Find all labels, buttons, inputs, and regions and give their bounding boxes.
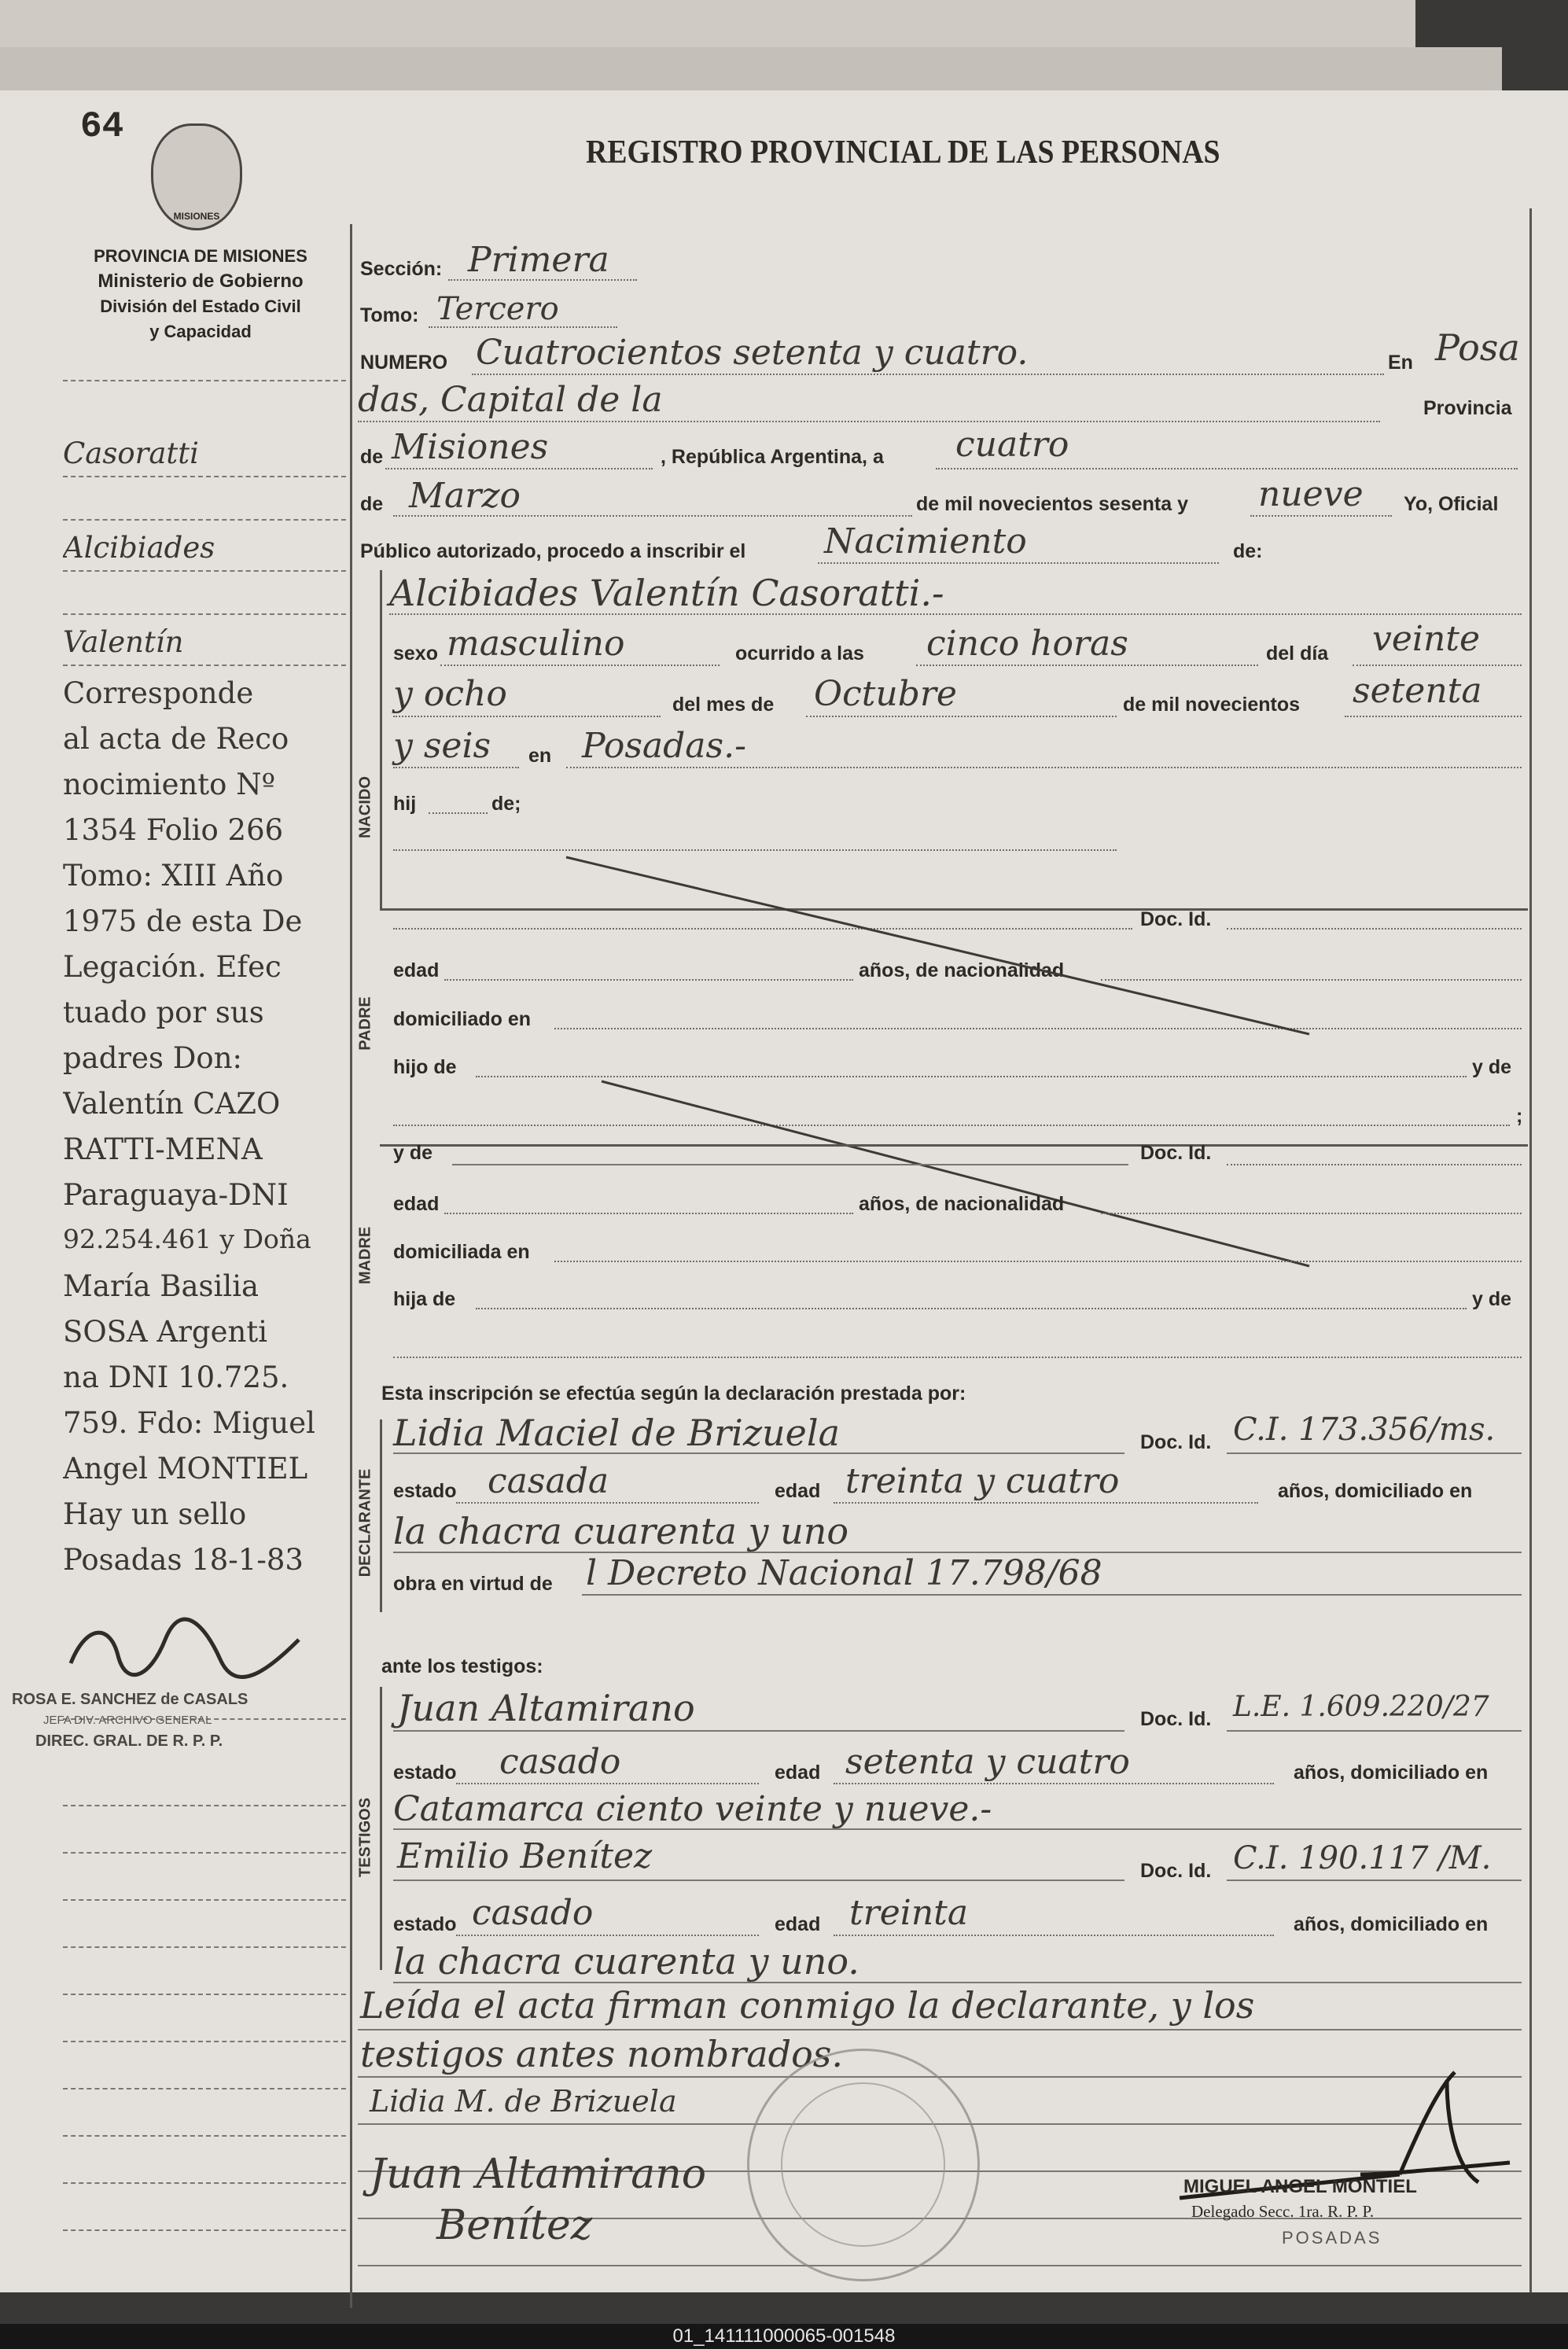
document-page: [0, 90, 1568, 2292]
declarante-docid-line: [1227, 1452, 1522, 1454]
month-value: Marzo: [409, 476, 521, 516]
document-title: REGISTRO PROVINCIAL DE LAS PERSONAS: [586, 134, 1220, 171]
madre-top-rule: [380, 1144, 1528, 1147]
padre-domicilio-label: domiciliado en: [393, 1008, 532, 1030]
margin-stamp-line3: DIREC. GRAL. DE R. P. P.: [35, 1732, 223, 1750]
padre-semicolon: ;: [1516, 1105, 1523, 1127]
margin-line: al acta de Reco: [63, 722, 289, 756]
margin-line: 1354 Folio 266: [63, 813, 284, 847]
padre-docid-top-label: Doc. Id.: [1140, 908, 1212, 930]
declarante-estado-label: estado: [393, 1480, 457, 1502]
margin-stamp-name: ROSA E. SANCHEZ de CASALS: [12, 1691, 248, 1708]
testigo2-domicilio: la chacra cuarenta y uno.: [393, 1940, 859, 1983]
declarante-estado-line: [456, 1502, 759, 1504]
testigo1-edad: setenta y cuatro: [845, 1742, 1130, 1782]
margin-line: 1975 de esta De: [63, 904, 303, 938]
testigo2-estado-line: [456, 1935, 759, 1936]
madre-name-line: [452, 1164, 1128, 1165]
madre-edad-label: edad: [393, 1193, 440, 1215]
de-label: de: [360, 446, 384, 468]
margin-line: Casoratti: [63, 436, 199, 470]
madre-hija-label: hija de: [393, 1288, 456, 1310]
official-place: POSADAS: [1282, 2228, 1382, 2248]
header-division: División del Estado Civil: [100, 296, 301, 316]
testigo2-nombre-line: [393, 1880, 1124, 1881]
signature-testigo1: Juan Altamirano: [370, 2151, 707, 2198]
header-capacity: y Capacidad: [149, 322, 252, 341]
declarante-anios-label: años, domiciliado en: [1278, 1480, 1473, 1502]
testigo1-estado-label: estado: [393, 1762, 457, 1784]
testigo2-nombre: Emilio Benítez: [397, 1836, 653, 1876]
madre-section-label: MADRE: [356, 1226, 374, 1285]
margin-line: Paraguaya-DNI: [63, 1178, 289, 1212]
city-value: das, Capital de la: [358, 380, 663, 420]
testigo1-estado: casado: [499, 1742, 621, 1782]
mil-label: de mil novecientos sesenta y: [916, 493, 1188, 515]
delmes-label: del mes de: [672, 694, 775, 716]
madre-docid-line: [1227, 1164, 1522, 1165]
testigo1-domicilio: Catamarca ciento veinte y nueve.-: [393, 1789, 992, 1829]
year-value: nueve: [1258, 474, 1364, 514]
declarante-edad-label: edad: [775, 1480, 821, 1502]
testigos-bracket: [380, 1687, 382, 1970]
testigo2-edad-label: edad: [775, 1913, 821, 1935]
madre-anios-label: años, de nacionalidad: [859, 1193, 1065, 1215]
province-value: Misiones: [392, 427, 549, 467]
testigo2-anios-label: años, domiciliado en: [1294, 1913, 1489, 1935]
dia-value: veinte: [1372, 619, 1481, 659]
seal-inner-ring: [781, 2082, 945, 2247]
margin-line: María Basilia: [63, 1269, 259, 1303]
declarante-estado-value: casada: [488, 1461, 609, 1501]
header-province: PROVINCIA DE MISIONES: [94, 246, 307, 266]
margin-stamp-line2: JEFA DIV. ARCHIVO GENERAL: [43, 1714, 212, 1727]
de3-label: de:: [1233, 540, 1263, 562]
testigos-intro: ante los testigos:: [381, 1655, 543, 1677]
day-value: cuatro: [955, 425, 1069, 465]
official-name: MIGUEL ANGEL MONTIEL: [1183, 2176, 1417, 2197]
madre-strike: [602, 1081, 1309, 1266]
page-number: 64: [80, 106, 124, 147]
declarante-obra-line: [582, 1594, 1522, 1596]
declaracion-intro: Esta inscripción se efectúa según la declaración prestada por:: [381, 1383, 966, 1405]
oficial-label: Yo, Oficial: [1404, 493, 1499, 515]
hora-value: cinco horas: [926, 624, 1128, 664]
testigo2-estado: casado: [472, 1893, 594, 1933]
testigo1-docid-line: [1227, 1730, 1522, 1732]
padre-yde-label: y de: [1472, 1056, 1512, 1078]
seal-text: MISIONES: [173, 211, 220, 222]
margin-line: Legación. Efec: [63, 950, 282, 984]
testigo1-edad-label: edad: [775, 1762, 821, 1784]
signature-declarante: Lidia M. de Brizuela: [370, 2084, 677, 2119]
nacido-section-label: NACIDO: [356, 776, 374, 838]
padre-anios-label: años, de nacionalidad: [859, 959, 1065, 981]
lugar-value: Posadas.-: [582, 726, 746, 766]
padre-edad-label: edad: [393, 959, 440, 981]
declarante-domicilio-value: la chacra cuarenta y uno: [393, 1510, 849, 1552]
sexo-label: sexo: [393, 642, 438, 665]
publico-label: Público autorizado, procedo a inscribir el: [360, 540, 746, 562]
margin-line: Valentín CAZO: [63, 1087, 281, 1121]
sexo-value: masculino: [447, 624, 625, 664]
testigo2-domicilio-line: [393, 1982, 1522, 1983]
tomo-value: Tercero: [436, 291, 559, 327]
madre-hija-line: [476, 1308, 1467, 1309]
testigo1-anios-label: años, domiciliado en: [1294, 1762, 1489, 1784]
madre-yde2-label: y de: [1472, 1288, 1512, 1310]
provincia-label: Provincia: [1423, 397, 1512, 419]
declarante-nombre-line: [393, 1452, 1124, 1454]
declarante-bracket: [380, 1419, 382, 1612]
republica-label: , República Argentina, a: [661, 446, 884, 468]
background-sheet: [0, 0, 1415, 47]
testigos-section-label: TESTIGOS: [356, 1797, 374, 1878]
testigo1-domicilio-line: [393, 1828, 1522, 1830]
declarante-obra-value: l Decreto Nacional 17.798/68: [586, 1553, 1102, 1593]
margin-line: Alcibiades: [63, 531, 215, 565]
numero-value: Cuatrocientos setenta y cuatro.: [476, 333, 1029, 373]
closing-line1-rule: [358, 2029, 1522, 2031]
mes-value: Octubre: [814, 674, 957, 714]
margin-line: Posadas 18-1-83: [63, 1543, 304, 1577]
testigo1-docid-label: Doc. Id.: [1140, 1708, 1212, 1730]
testigo1-nombre: Juan Altamirano: [397, 1687, 695, 1729]
margin-line: Valentín: [63, 625, 184, 659]
declarante-section-label: DECLARANTE: [356, 1468, 374, 1578]
madre-domicilio-label: domiciliada en: [393, 1241, 530, 1263]
testigo2-edad: treinta: [849, 1893, 969, 1933]
margin-line: Tomo: XIII Año: [63, 859, 284, 893]
margin-line: SOSA Argenti: [63, 1315, 268, 1349]
testigo1-estado-line: [456, 1783, 759, 1784]
dia2-value: y ocho: [393, 674, 507, 714]
official-round-seal: [747, 2049, 980, 2281]
margin-line: 92.254.461 y Doña: [63, 1224, 311, 1254]
testigo2-docid-line: [1227, 1880, 1522, 1881]
file-caption: 01_141111000065-001548: [0, 2324, 1568, 2349]
madre-yde-label: y de: [393, 1142, 433, 1164]
margin-line: padres Don:: [63, 1041, 242, 1075]
margin-line: na DNI 10.725.: [63, 1360, 289, 1394]
testigo1-docid: L.E. 1.609.220/27: [1233, 1691, 1489, 1723]
padre-hijo-label: hijo de: [393, 1056, 457, 1078]
ocurrido-label: ocurrido a las: [735, 642, 864, 665]
declarante-nombre: Lidia Maciel de Brizuela: [393, 1412, 841, 1454]
de2-label: de: [360, 493, 384, 515]
en-label: en: [528, 745, 552, 767]
hij-de-label: de;: [491, 793, 521, 815]
margin-line: tuado por sus: [63, 996, 264, 1029]
declarante-edad-line: [834, 1502, 1258, 1504]
madre-docid-label: Doc. Id.: [1140, 1142, 1212, 1164]
signature-testigo2: Benítez: [436, 2202, 593, 2249]
en-label: En: [1388, 352, 1413, 374]
testigo2-docid-label: Doc. Id.: [1140, 1860, 1212, 1882]
header-ministry: Ministerio de Gobierno: [98, 271, 304, 292]
closing-line2: testigos antes nombrados.: [360, 2033, 844, 2075]
testigo2-estado-label: estado: [393, 1913, 457, 1935]
acto-value: Nacimiento: [824, 521, 1027, 561]
padre-strike: [566, 857, 1309, 1034]
testigo1-nombre-line: [393, 1730, 1124, 1732]
madre-domicilio-line: [554, 1261, 1522, 1262]
seccion-value: Primera: [468, 240, 609, 280]
en-value: Posa: [1435, 326, 1520, 369]
margin-line: Hay un sello: [63, 1497, 247, 1531]
margin-line: Angel MONTIEL: [63, 1452, 308, 1486]
testigo2-docid: C.I. 190.117 /M.: [1233, 1840, 1492, 1876]
deldia-label: del día: [1266, 642, 1329, 665]
hij-label: hij: [393, 793, 417, 815]
testigo1-edad-line: [834, 1783, 1274, 1784]
seccion-label: Sección:: [360, 258, 443, 280]
declarante-docid-value: C.I. 173.356/ms.: [1233, 1412, 1496, 1448]
closing-line1: Leída el acta firman conmigo la declarante, y los: [360, 1984, 1255, 2027]
madre-edad-line: [444, 1213, 853, 1214]
numero-label: NUMERO: [360, 352, 448, 374]
madre-last-line: [393, 1357, 1522, 1358]
official-title: Delegado Secc. 1ra. R. P. P.: [1191, 2202, 1375, 2221]
nombre-value: Alcibiades Valentín Casoratti.-: [389, 572, 944, 614]
ruled-line: [358, 2265, 1522, 2266]
padre-section-label: PADRE: [356, 996, 374, 1051]
declarante-obra-label: obra en virtud de: [393, 1573, 553, 1595]
declarante-edad-value: treinta y cuatro: [845, 1461, 1120, 1501]
testigo2-edad-line: [834, 1935, 1274, 1936]
tomo-label: Tomo:: [360, 304, 419, 326]
margin-line: 759. Fdo: Miguel: [63, 1406, 315, 1440]
margin-line: nocimiento Nº: [63, 768, 275, 801]
anio-value: setenta: [1353, 671, 1482, 711]
madre-nac-line: [1101, 1213, 1522, 1214]
margin-line: RATTI-MENA: [63, 1132, 263, 1166]
declarante-docid-label: Doc. Id.: [1140, 1431, 1212, 1453]
mil-label: de mil novecientos: [1123, 694, 1301, 716]
anio2-value: y seis: [393, 726, 491, 766]
background-sheet: [0, 47, 1502, 94]
margin-line: Corresponde: [63, 676, 254, 710]
